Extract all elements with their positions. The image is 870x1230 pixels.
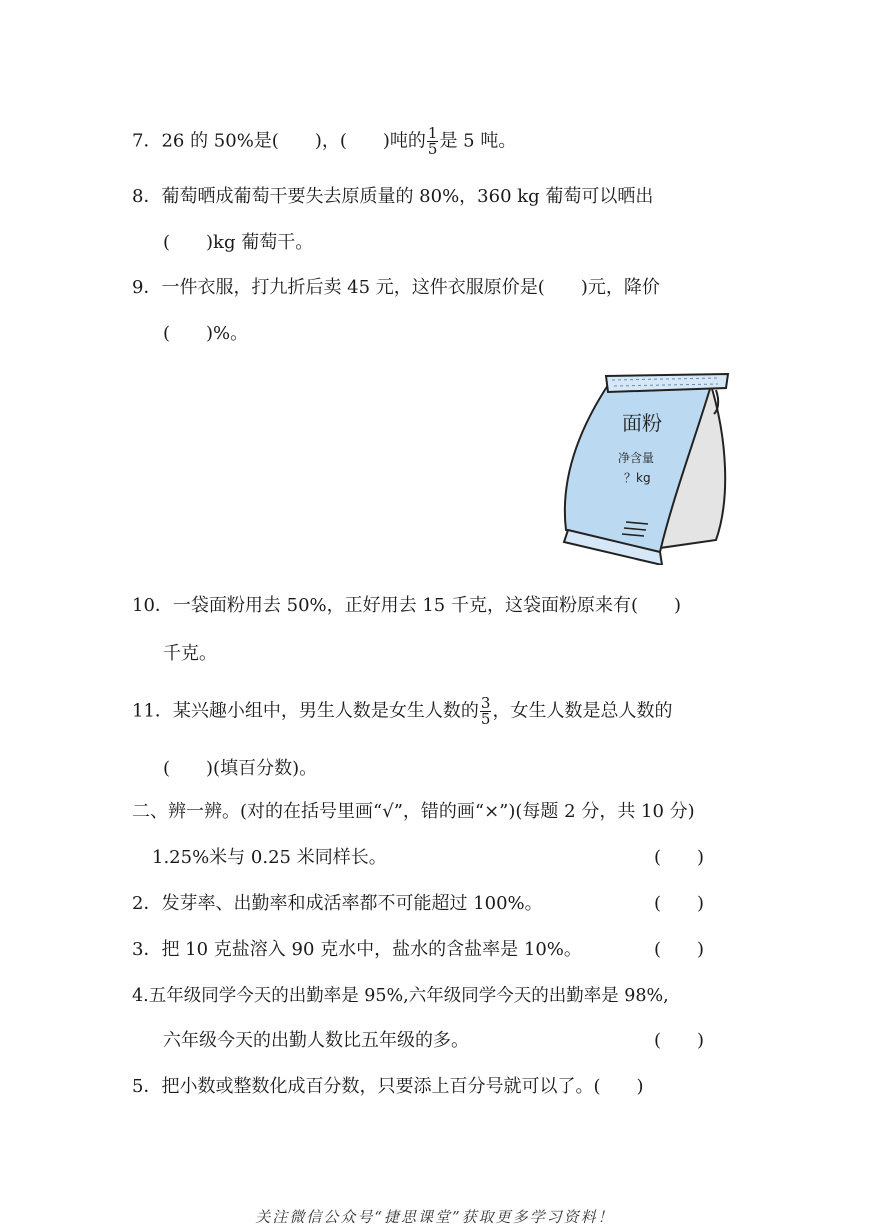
judge-item-4-line-2: 六年级今天的出勤人数比五年级的多。 bbox=[163, 1030, 469, 1051]
judge-item-1: 1.25%米与 0.25 米同样长。 bbox=[152, 847, 387, 868]
flour-bag-illustration bbox=[560, 370, 740, 565]
flour-bag-top-fold bbox=[606, 374, 728, 392]
judge-item-5: 5．把小数或整数化成百分数，只要添上百分号就可以了。( ) bbox=[132, 1076, 644, 1097]
fraction-three-fifths: $\frac{3}{5}$ bbox=[480, 694, 491, 728]
judge-item-4-answer: ( ) bbox=[654, 1030, 705, 1051]
question-9-line-1: 9．一件衣服，打九折后卖 45 元，这件衣服原价是( )元，降价 bbox=[132, 277, 660, 298]
judge-item-2: 2．发芽率、出勤率和成活率都不可能超过 100%。 bbox=[132, 893, 543, 914]
flour-bag-title: 面粉 bbox=[622, 411, 662, 435]
question-10-line-2: 千克。 bbox=[163, 643, 217, 664]
judge-item-2-answer: ( ) bbox=[654, 893, 705, 914]
question-9-line-2: ( )%。 bbox=[163, 323, 249, 344]
question-7-text-a: 7．26 的 50%是( )，( )吨的 bbox=[132, 130, 426, 152]
question-7-text-b: 是 5 吨。 bbox=[439, 130, 517, 152]
question-8-line-2: ( )kg 葡萄干。 bbox=[163, 232, 314, 253]
section-2-header: 二、辨一辨。(对的在括号里画“√”，错的画“×”)(每题 2 分，共 10 分) bbox=[132, 801, 695, 822]
question-11-text-a: 11．某兴趣小组中，男生人数是女生人数的 bbox=[132, 700, 479, 722]
flour-bag-label-net: 净含量 bbox=[618, 451, 655, 465]
judge-item-1-answer: ( ) bbox=[654, 847, 705, 868]
judge-item-4-line-1: 4.五年级同学今天的出勤率是 95%,六年级同学今天的出勤率是 98%, bbox=[132, 986, 669, 1006]
question-7 bbox=[132, 126, 516, 157]
footer-note: 关注微信公众号“捷思课堂”获取更多学习资料！ bbox=[255, 1208, 615, 1226]
judge-item-3-answer: ( ) bbox=[654, 939, 705, 960]
question-11-line-2: ( )(填百分数)。 bbox=[163, 758, 318, 779]
question-8-line-1: 8．葡萄晒成葡萄干要失去原质量的 80%，360 kg 葡萄可以晒出 bbox=[132, 186, 654, 207]
flour-bag-label-unknown: ？kg bbox=[624, 471, 651, 485]
question-10-line-1: 10．一袋面粉用去 50%，正好用去 15 千克，这袋面粉原来有( ) bbox=[132, 595, 682, 616]
question-11-text-b: ，女生人数是总人数的 bbox=[492, 700, 673, 722]
question-11 bbox=[132, 696, 672, 727]
fraction-one-fifth: $\frac{1}{5}$ bbox=[427, 124, 438, 158]
judge-item-3: 3．把 10 克盐溶入 90 克水中，盐水的含盐率是 10%。 bbox=[132, 939, 582, 960]
